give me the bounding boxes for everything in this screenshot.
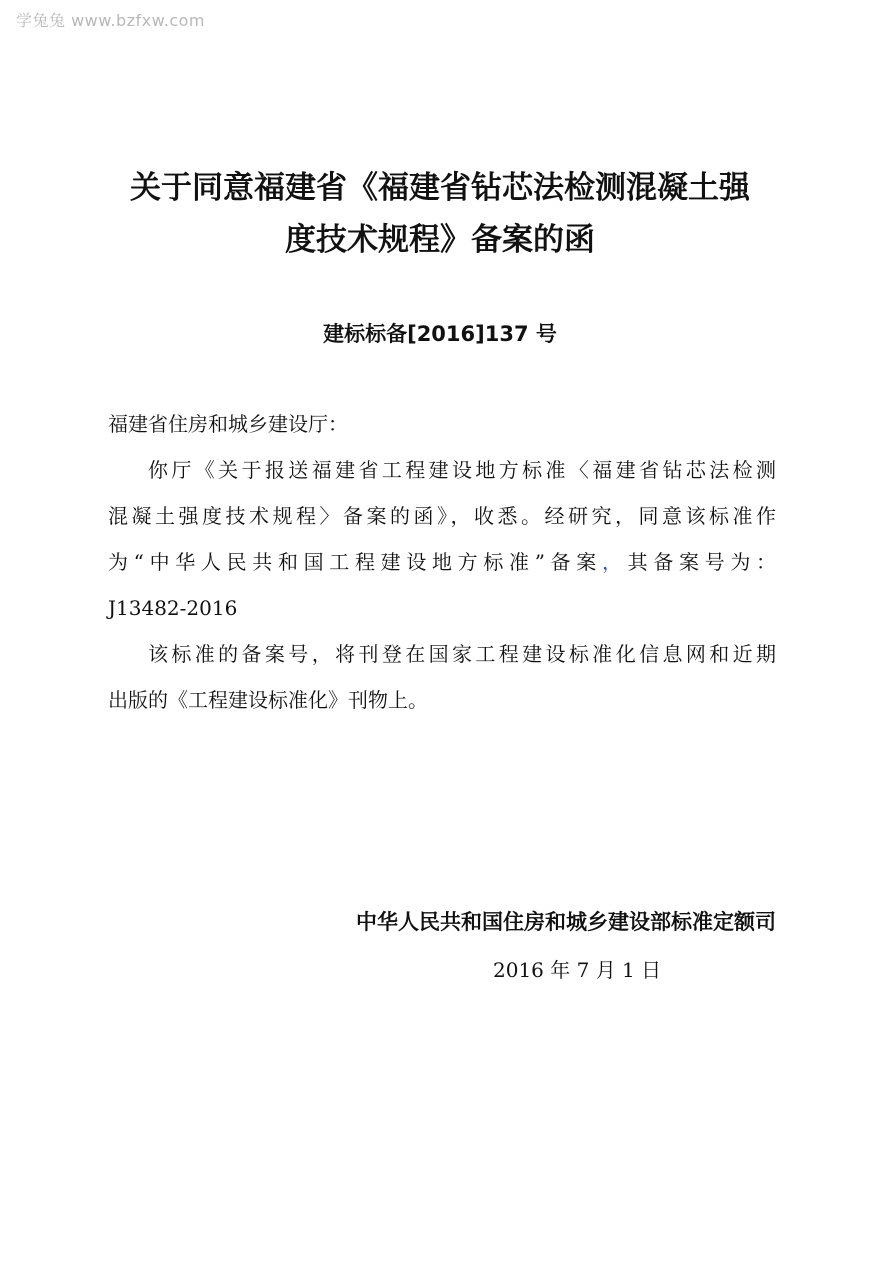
document-date: 2016 年 7 月 1 日 (493, 958, 662, 982)
paragraph-2-line-2: 出版的《工程建设标准化》刊物上。 (108, 688, 428, 712)
signer-organization: 中华人民共和国住房和城乡建设部标准定额司 (356, 910, 776, 934)
document-title-line-1: 关于同意福建省《福建省钻芯法检测混凝土强 (130, 170, 750, 206)
watermark-text: 学兔兔 www.bzfxw.com (16, 11, 205, 30)
paragraph-1-line-3-part-1: 为“中华人民共和国工程建设地方标准”备案 (108, 550, 602, 574)
paragraph-1-line-1: 你厅《关于报送福建省工程建设地方标准〈福建省钻芯法检测 (148, 458, 776, 482)
document-number: 建标标备[2016]137 号 (323, 322, 557, 346)
filing-number: J13482-2016 (108, 596, 238, 620)
paragraph-1-line-3 (108, 548, 776, 576)
document-title-line-2: 度技术规程》备案的函 (285, 222, 595, 258)
paragraph-1-line-2: 混凝土强度技术规程〉备案的函》，收悉。经研究，同意该标准作 (108, 504, 776, 528)
paragraph-1-blue-comma: ， (601, 550, 628, 574)
paragraph-1-line-3-part-2: 其备案号为： (627, 550, 777, 574)
paragraph-2-line-1: 该标准的备案号，将刊登在国家工程建设标准化信息网和近期 (148, 642, 776, 666)
salutation: 福建省住房和城乡建设厅： (108, 412, 348, 436)
